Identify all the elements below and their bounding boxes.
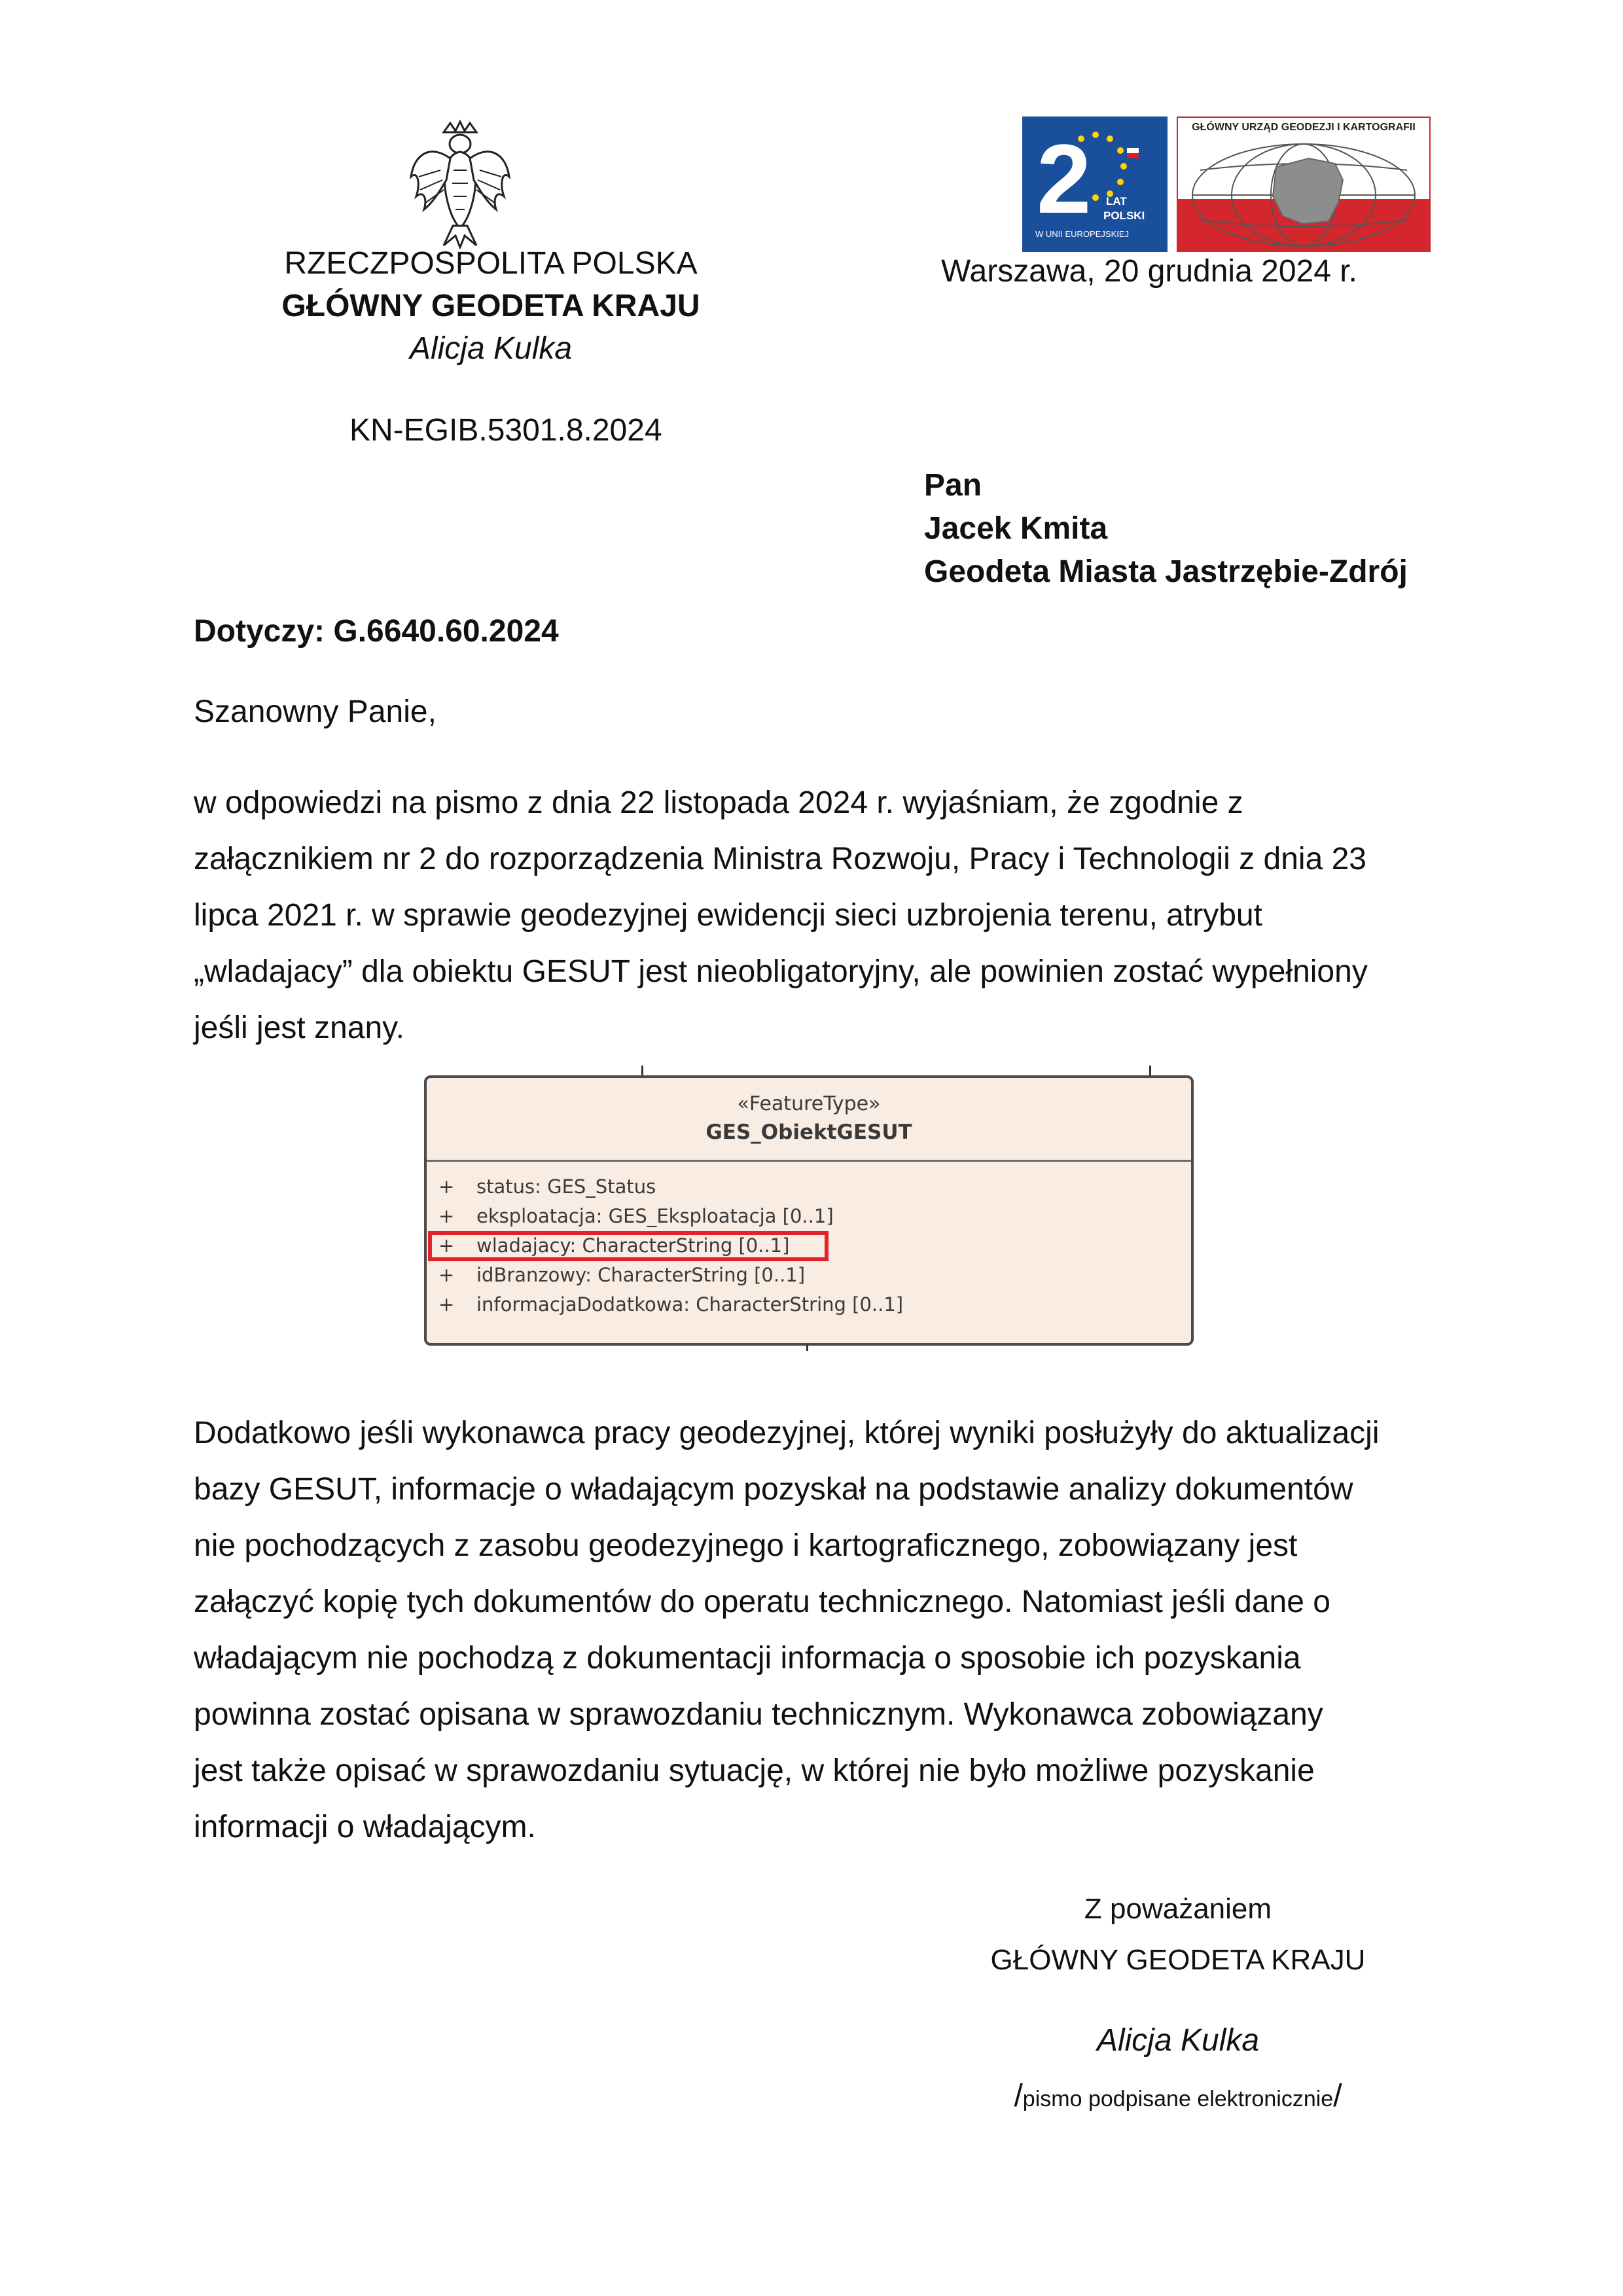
connector-tick: [806, 1344, 808, 1351]
paragraph-line: Dodatkowo jeśli wykonawca pracy geodezyjnej, której wyniki posłużyły do aktualizacji: [194, 1416, 1380, 1450]
paragraph-line: jeśli jest znany.: [194, 1011, 404, 1045]
paragraph-line: w odpowiedzi na pismo z dnia 22 listopada 2024 r. wyjaśniam, że zgodnie z: [194, 785, 1243, 820]
logo-polski: POLSKI: [1103, 209, 1145, 222]
paragraph-line: lipca 2021 r. w sprawie geodezyjnej ewidencji sieci uzbrojenia terenu, atrybut: [194, 898, 1262, 933]
uml-class-diagram: [424, 1075, 1194, 1346]
logo-number: 2: [1037, 124, 1092, 234]
eu-20-years-logo: [1022, 117, 1168, 252]
paragraph-line: bazy GESUT, informacje o władającym pozyskał na podstawie analizy dokumentów: [194, 1472, 1353, 1507]
subject-line: Dotyczy: G.6640.60.2024: [194, 614, 559, 649]
recipient-title: Pan: [924, 468, 982, 503]
paragraph-line: władającym nie pochodzą z dokumentacji informacja o sposobie ich pozyskania: [194, 1641, 1301, 1676]
paragraph-2: [194, 1405, 1437, 1856]
paragraph-line: powinna zostać opisana w sprawozdaniu technicznym. Wykonawca zobowiązany: [194, 1697, 1323, 1732]
recipient-position: Geodeta Miasta Jastrzębie-Zdrój: [924, 554, 1408, 589]
paragraph-line: jest także opisać w sprawozdaniu sytuację, w której nie było możliwe pozyskanie: [194, 1753, 1315, 1788]
uml-attribute: + informacjaDodatkowa: CharacterString [0..1]: [438, 1293, 904, 1316]
uml-class-header: [427, 1078, 1191, 1162]
paragraph-line: informacji o władającym.: [194, 1810, 536, 1844]
paragraph-line: załączyć kopię tych dokumentów do operatu technicznego. Natomiast jeśli dane o: [194, 1585, 1330, 1619]
closing-name: Alicja Kulka: [1096, 2023, 1260, 2058]
uml-stereotype: «FeatureType»: [737, 1092, 881, 1115]
closing-office: GŁÓWNY GEODETA KRAJU: [990, 1944, 1366, 1976]
uml-attribute: + idBranzowy: CharacterString [0..1]: [438, 1264, 806, 1286]
electronic-signature-note: /pismo podpisane elektronicznie/: [1014, 2079, 1342, 2113]
paragraph-line: nie pochodzących z zasobu geodezyjnego i kartograficznego, zobowiązany jest: [194, 1528, 1298, 1563]
letter-date: Warszawa, 20 grudnia 2024 r.: [941, 254, 1357, 289]
logo-lat: LAT: [1106, 195, 1127, 207]
paragraph-line: załącznikiem nr 2 do rozporządzenia Ministra Rozwoju, Pracy i Technologii z dnia 23: [194, 842, 1366, 876]
gugik-logo: [1177, 117, 1431, 252]
highlight-box: [428, 1231, 829, 1261]
closing-regards: Z poważaniem: [1084, 1893, 1272, 1925]
gugik-title: GŁÓWNY URZĄD GEODEZJI I KARTOGRAFII: [1192, 122, 1416, 133]
paragraph-1: [194, 775, 1437, 1056]
reference-number: KN-EGIB.5301.8.2024: [349, 413, 662, 448]
country-name: RZECZPOSPOLITA POLSKA: [284, 246, 698, 281]
logo-caption: W UNII EUROPEJSKIEJ: [1035, 229, 1130, 239]
recipient-name: Jacek Kmita: [924, 511, 1108, 546]
uml-class-name: GES_ObiektGESUT: [705, 1121, 912, 1144]
eagle-emblem: [404, 118, 516, 249]
uml-attribute: + eksploatacja: GES_Eksploatacja [0..1]: [438, 1205, 834, 1227]
uml-attribute-highlighted: + wladajacy: CharacterString [0..1]: [438, 1234, 790, 1257]
salutation: Szanowny Panie,: [194, 694, 437, 729]
person-name: Alicja Kulka: [409, 331, 573, 366]
uml-attribute: + status: GES_Status: [438, 1175, 656, 1198]
office-name: GŁÓWNY GEODETA KRAJU: [281, 289, 700, 323]
paragraph-line: „wladajacy” dla obiektu GESUT jest nieobligatoryjny, ale powinien zostać wypełniony: [194, 954, 1368, 989]
